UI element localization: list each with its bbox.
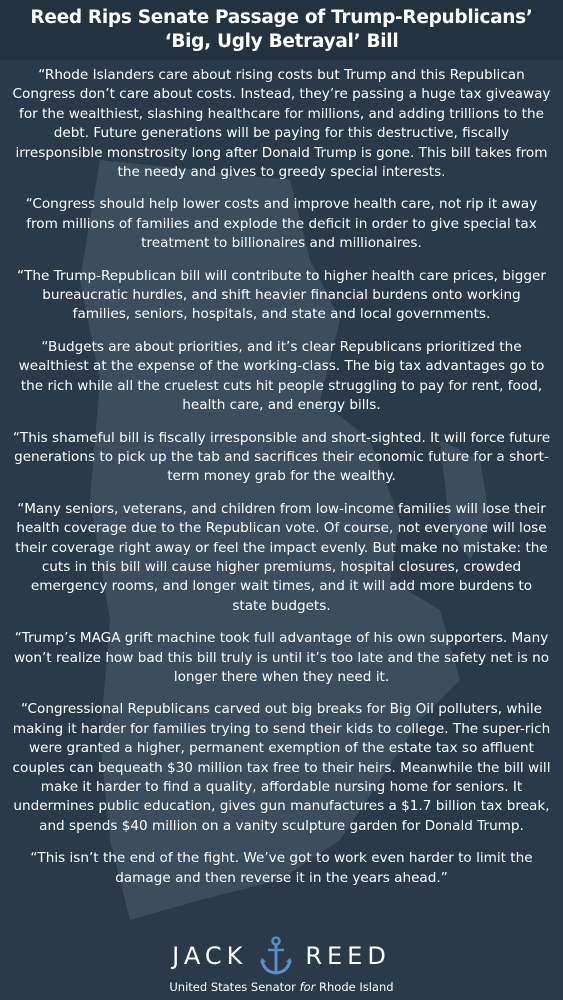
jack-reed-logo <box>0 936 563 976</box>
tagline-italic: for <box>299 980 316 994</box>
statement-paragraph: “Trump’s MAGA grift machine took full advantage of his own supporters. Many won’t realize how bad this bill truly is until it’s too late and the safety net is no longer there when they need it. <box>13 630 550 685</box>
headline-line-1: Reed Rips Senate Passage of Trump-Republicans’ <box>30 7 533 28</box>
statement-paragraph: “Congressional Republicans carved out big breaks for Big Oil polluters, while making it harder for families trying to send their kids to college. The super-rich were granted a higher, permanent exemption of the estate tax so affluent couples can bequeath $30 million tax free to their heirs. Meanwhile the bill will make it harder to find a quality, affordable nursing home for seniors. It undermines public education, gives gun manufactures a $1.7 billion tax break, and spends $40 million on a vanity sculpture garden for Donald Trump. <box>12 701 551 834</box>
statement-paragraph: “Congress should help lower costs and improve health care, not rip it away from millions of families and explode the deficit in order to give special tax treatment to billionaires and millionaires. <box>25 196 538 252</box>
statement-body <box>12 66 551 901</box>
statement-paragraph: “Many seniors, veterans, and children from low-income families will lose their health coverage due to the Republican vote. Of course, not everyone will lose their coverage right away or feel the impact evenly. But make no mistake: the cuts in this bill will cause higher premiums, hospital closures, crowded emergency rooms, and longer wait times, and it will add more burdens to state budgets. <box>15 500 548 614</box>
statement-paragraph: “Budgets are about priorities, and it’s clear Republicans prioritized the wealthiest at the expense of the working-class. The big tax advantages go to the rich while all the cruelest cuts hit people struggling to pay for rent, food, health care, and energy bills. <box>18 338 545 414</box>
tagline-prefix: United States Senator <box>169 980 300 994</box>
logo-first-name: JACK <box>172 942 248 970</box>
logo-last-name: REED <box>305 942 391 970</box>
headline <box>0 6 563 54</box>
statement-paragraph: “Rhode Islanders care about rising costs but Trump and this Republican Congress don’t care about costs. Instead, they’re passing a huge tax giveaway for the wealthiest, slashing healthcare for millions, and adding trillions to the debt. Future generations will be paying for this destructive, fiscally irresponsible monstrosity long after Donald Trump is gone. This bill takes from the needy and gives to greedy special interests. <box>12 67 551 181</box>
senator-tagline <box>0 980 563 994</box>
anchor-icon <box>259 936 293 976</box>
headline-line-2: ‘Big, Ugly Betrayal’ Bill <box>164 31 399 52</box>
statement-paragraph: “The Trump-Republican bill will contribute to higher health care prices, bigger bureaucratic hurdles, and shift heavier financial burdens onto working families, seniors, hospitals, and state and local governments. <box>17 267 546 323</box>
statement-paragraph: “This isn’t the end of the fight. We’ve got to work even harder to limit the damage and then reverse it in the years ahead.” <box>30 850 533 886</box>
tagline-suffix: Rhode Island <box>315 980 394 994</box>
statement-paragraph: “This shameful bill is fiscally irresponsible and short-sighted. It will force future generations to pick up the tab and sacrifices their economic future for a short-term money grab for the wealthy. <box>12 429 551 485</box>
signature-footer <box>0 936 563 994</box>
